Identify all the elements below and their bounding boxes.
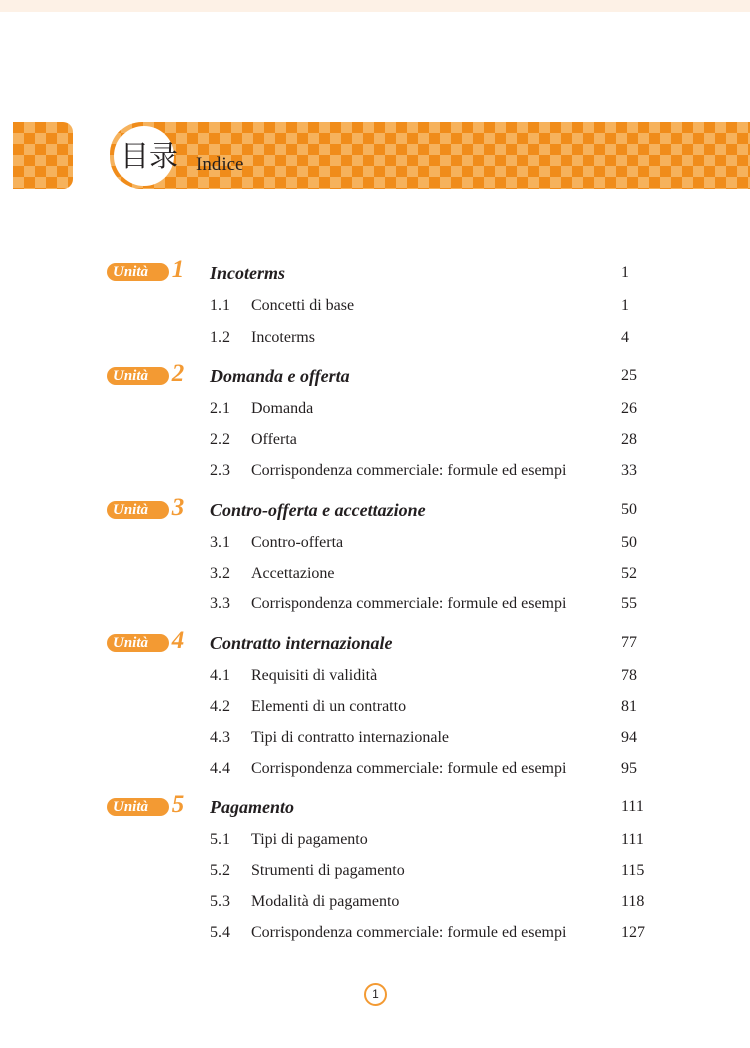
section-number: 5.1: [210, 831, 230, 848]
section-title[interactable]: Elementi di un contratto: [251, 698, 407, 715]
section-page: 95: [621, 760, 637, 777]
section-title[interactable]: Requisiti di validità: [251, 667, 378, 684]
section-title[interactable]: Incoterms: [251, 329, 315, 346]
section-number: 5.2: [210, 862, 230, 879]
unit-page-2: 25: [621, 367, 637, 384]
section-number: 4.3: [210, 729, 230, 746]
section-page: 1: [621, 297, 629, 314]
unit-page-4: 77: [621, 634, 637, 651]
section-number: 3.3: [210, 595, 230, 612]
section-title[interactable]: Contro-offerta: [251, 534, 344, 551]
section-page: 28: [621, 431, 637, 448]
section-title[interactable]: Tipi di pagamento: [251, 831, 368, 848]
unit-label: Unità: [113, 635, 149, 651]
unit-page-1: 1: [621, 264, 629, 281]
unit-number: 4: [171, 627, 185, 654]
section-title[interactable]: Accettazione: [251, 565, 335, 582]
page-number: 1: [372, 987, 379, 1001]
section-number: 5.3: [210, 893, 230, 910]
unit-badge-5: [107, 791, 189, 818]
section-page: 111: [621, 831, 644, 848]
page-title: Indice: [196, 154, 244, 175]
unit-label: Unità: [113, 368, 149, 384]
section-number: 2.1: [210, 400, 230, 417]
section-number: 4.4: [210, 760, 230, 777]
section-page: 33: [621, 462, 637, 479]
section-number: 4.2: [210, 698, 230, 715]
section-page: 127: [621, 924, 645, 941]
section-page: 81: [621, 698, 637, 715]
section-title[interactable]: Corrispondenza commerciale: formule ed esempi: [251, 924, 567, 941]
unit-title-2[interactable]: Domanda e offerta: [210, 366, 350, 386]
section-page: 26: [621, 400, 637, 417]
unit-title-1[interactable]: Incoterms: [210, 263, 286, 283]
section-number: 2.2: [210, 431, 230, 448]
section-page: 118: [621, 893, 645, 910]
unit-badge-4: [107, 627, 189, 654]
section-title[interactable]: Tipi di contratto internazionale: [251, 729, 450, 746]
section-title[interactable]: Offerta: [251, 431, 297, 448]
section-page: 78: [621, 667, 637, 684]
unit-title-3[interactable]: Contro-offerta e accettazione: [210, 500, 426, 520]
section-page: 50: [621, 534, 637, 551]
section-title[interactable]: Corrispondenza commerciale: formule ed esempi: [251, 462, 567, 479]
section-number: 1.2: [210, 329, 230, 346]
unit-label: Unità: [113, 502, 149, 518]
unit-page-5: 111: [621, 798, 644, 815]
unit-number: 1: [171, 256, 185, 283]
unit-number: 2: [171, 360, 185, 387]
section-number: 1.1: [210, 297, 230, 314]
unit-label: Unità: [113, 264, 149, 280]
section-title[interactable]: Corrispondenza commerciale: formule ed esempi: [251, 595, 567, 612]
banner-left-decoration: [13, 122, 73, 189]
section-title[interactable]: Modalità di pagamento: [251, 893, 400, 910]
section-number: 2.3: [210, 462, 230, 479]
section-number: 4.1: [210, 667, 230, 684]
section-page: 4: [621, 329, 629, 346]
section-title[interactable]: Strumenti di pagamento: [251, 862, 405, 879]
unit-badge-2: [107, 360, 189, 387]
section-title[interactable]: Concetti di base: [251, 297, 355, 314]
top-band: [0, 0, 750, 12]
unit-number: 5: [171, 791, 185, 818]
unit-badge-1: [107, 256, 189, 283]
section-page: 94: [621, 729, 637, 746]
section-number: 5.4: [210, 924, 230, 941]
section-title[interactable]: Domanda: [251, 400, 314, 417]
section-page: 52: [621, 565, 637, 582]
section-title[interactable]: Corrispondenza commerciale: formule ed esempi: [251, 760, 567, 777]
section-page: 115: [621, 862, 645, 879]
unit-title-4[interactable]: Contratto internazionale: [210, 633, 393, 653]
page-title-cn: 目录: [119, 139, 178, 173]
unit-label: Unità: [113, 799, 149, 815]
section-number: 3.2: [210, 565, 230, 582]
section-number: 3.1: [210, 534, 230, 551]
section-page: 55: [621, 595, 637, 612]
unit-title-5[interactable]: Pagamento: [210, 797, 294, 817]
unit-number: 3: [171, 494, 185, 521]
unit-page-3: 50: [621, 501, 637, 518]
unit-badge-3: [107, 494, 189, 521]
